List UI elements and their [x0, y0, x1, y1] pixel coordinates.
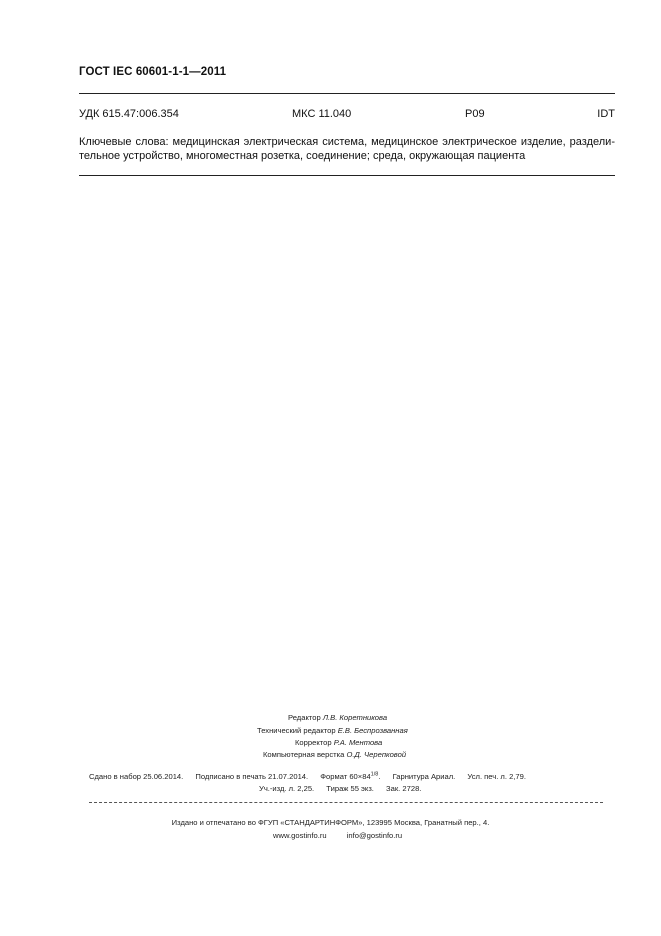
print-run: Тираж 55 экз.	[326, 784, 374, 793]
layout-name: О.Д. Черепковой	[346, 750, 407, 759]
keywords-line-1: Ключевые слова: медицинская электрическая система, медицинское электрическое изделие, раздели-	[79, 136, 615, 148]
top-divider	[79, 93, 615, 94]
print-info-line-2	[259, 784, 431, 793]
bottom-divider	[79, 175, 615, 176]
website-link[interactable]: www.gostinfo.ru	[273, 831, 327, 840]
keywords-block	[79, 135, 615, 163]
print-sheets: Усл. печ. л. 2,79.	[467, 771, 526, 781]
credit-corrector	[295, 738, 382, 747]
publisher-line: Издано и отпечатано во ФГУП «СТАНДАРТИНФОРМ», 123995 Москва, Гранатный пер., 4.	[171, 818, 490, 827]
publisher-contacts	[273, 831, 420, 840]
document-id: ГОСТ IEC 60601-1-1—2011	[79, 66, 227, 78]
udk-code: УДК 615.47:006.354	[79, 108, 179, 120]
signed-date: Подписано в печать 21.07.2014.	[195, 771, 309, 781]
keywords-line-2: тельное устройство, многоместная розетка, соединение; среда, окружающая пациента	[79, 150, 526, 162]
tech-editor-name: Е.В. Беспрозванная	[337, 726, 408, 735]
typeface: Гарнитура Ариал.	[392, 771, 456, 781]
credit-tech-editor	[257, 726, 408, 735]
submitted-date: Сдано в набор 25.06.2014.	[89, 771, 184, 781]
corrector-role: Корректор	[295, 738, 332, 747]
correspondence-degree: IDT	[597, 108, 615, 120]
tech-editor-role: Технический редактор	[257, 726, 336, 735]
print-info-line-1	[89, 771, 536, 781]
mks-code: МКС 11.040	[292, 108, 352, 120]
corrector-name: Р.А. Ментова	[333, 738, 383, 747]
layout-role: Компьютерная верстка	[263, 750, 345, 759]
editor-name: Л.В. Коретникова	[322, 713, 388, 722]
order-number: Зак. 2728.	[386, 784, 422, 793]
paper-format: Формат $60\times 84^{1/8}$.	[320, 771, 381, 781]
editor-role: Редактор	[288, 713, 321, 722]
credit-editor	[288, 713, 387, 722]
okstu-code: Р09	[465, 108, 485, 120]
imprint-divider	[89, 802, 603, 803]
pub-sheets: Уч.-изд. л. 2,25.	[259, 784, 315, 793]
classification-row	[79, 108, 615, 122]
credit-layout	[263, 750, 406, 759]
email-link[interactable]: info@gostinfo.ru	[346, 831, 403, 840]
